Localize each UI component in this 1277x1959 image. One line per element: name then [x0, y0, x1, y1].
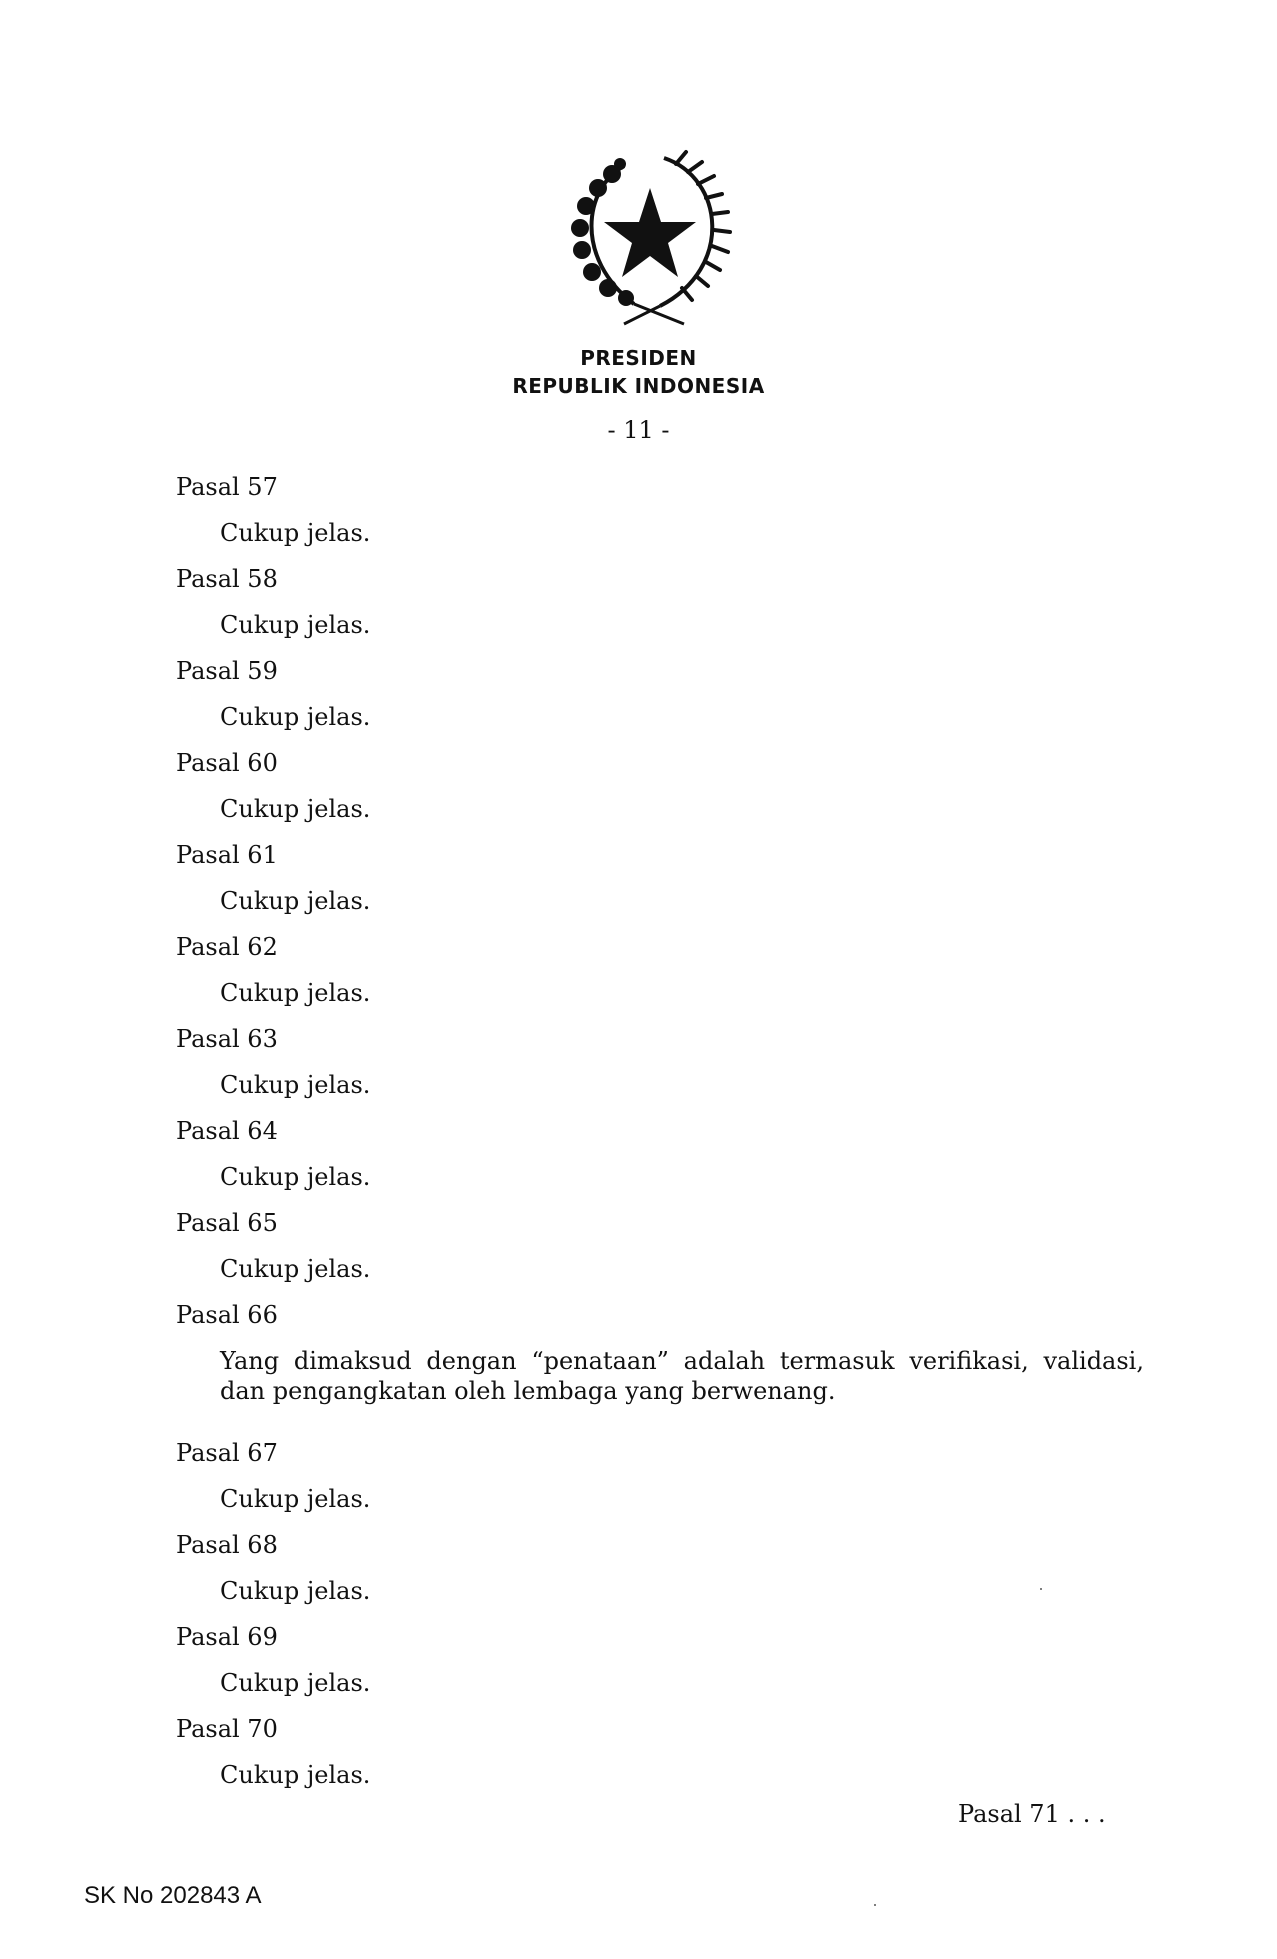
section-text: Cukup jelas. — [220, 1163, 371, 1191]
section-title: Pasal 69 — [176, 1623, 278, 1651]
scan-speck — [1040, 1588, 1042, 1590]
section-text: Cukup jelas. — [220, 1071, 371, 1099]
section-title: Pasal 67 — [176, 1439, 278, 1467]
page-number: - 11 - — [607, 416, 670, 444]
section-text: Cukup jelas. — [220, 887, 371, 915]
section-title: Pasal 57 — [176, 473, 278, 501]
next-page-catchword: Pasal 71 . . . — [958, 1800, 1106, 1828]
section-text: Cukup jelas. — [220, 979, 371, 1007]
section-title: Pasal 60 — [176, 749, 278, 777]
section-title: Pasal 63 — [176, 1025, 278, 1053]
section-text: Cukup jelas. — [220, 1255, 371, 1283]
scan-speck — [874, 1904, 876, 1906]
section-title: Pasal 58 — [176, 565, 278, 593]
section-text: Cukup jelas. — [220, 795, 371, 823]
section-text: Cukup jelas. — [220, 611, 371, 639]
section-text: Cukup jelas. — [220, 1669, 371, 1697]
section-text: Cukup jelas. — [220, 519, 371, 547]
section-title: Pasal 59 — [176, 657, 278, 685]
section-title: Pasal 61 — [176, 841, 278, 869]
section-text: Cukup jelas. — [220, 1577, 371, 1605]
article-list — [176, 472, 1144, 1806]
section-title: Pasal 68 — [176, 1531, 278, 1559]
section-text: Cukup jelas. — [220, 1485, 371, 1513]
section-title: Pasal 62 — [176, 933, 278, 961]
section-title: Pasal 66 — [176, 1301, 278, 1329]
section-title: Pasal 70 — [176, 1715, 278, 1743]
header-title-line2: REPUBLIK INDONESIA — [512, 374, 765, 398]
header-title-line1: PRESIDEN — [580, 346, 697, 370]
section-text: Yang dimaksud dengan “penataan” adalah termasuk verifikasi, validasi, dan pengangkatan oleh lembaga yang berwenang. — [220, 1347, 1144, 1405]
section-title: Pasal 64 — [176, 1117, 278, 1145]
presidential-seal-star-icon — [564, 148, 736, 328]
section-text: Cukup jelas. — [220, 703, 371, 731]
section-text: Cukup jelas. — [220, 1761, 371, 1789]
section-title: Pasal 65 — [176, 1209, 278, 1237]
document-code: SK No 202843 A — [84, 1882, 262, 1909]
